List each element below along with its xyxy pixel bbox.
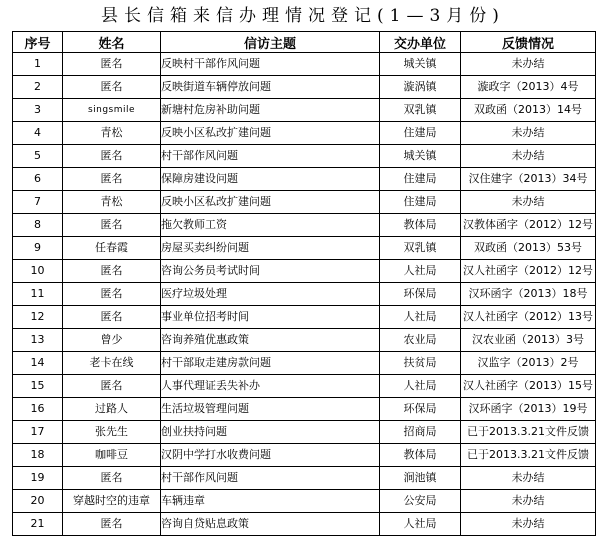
row-number: 9 — [13, 237, 63, 260]
table-row — [13, 76, 596, 99]
table-row — [13, 329, 596, 352]
feedback-status: 未办结 — [461, 490, 596, 513]
letter-topic: 反映小区私改扩建问题 — [161, 122, 380, 145]
sender-name: 匿名 — [63, 145, 161, 168]
sender-name: 匿名 — [63, 375, 161, 398]
row-number: 13 — [13, 329, 63, 352]
assigned-office: 城关镇 — [380, 145, 461, 168]
row-number: 8 — [13, 214, 63, 237]
assigned-office: 教体局 — [380, 444, 461, 467]
row-number: 4 — [13, 122, 63, 145]
letter-topic: 保障房建设问题 — [161, 168, 380, 191]
table-row — [13, 306, 596, 329]
column-header-topic: 信访主题 — [161, 32, 380, 53]
letters-table — [12, 31, 596, 536]
table-body — [13, 53, 596, 536]
table-row — [13, 375, 596, 398]
column-header-feedback: 反馈情况 — [461, 32, 596, 53]
sender-name: 匿名 — [63, 168, 161, 191]
sender-name: 青松 — [63, 191, 161, 214]
row-number: 18 — [13, 444, 63, 467]
letter-topic: 村干部作风问题 — [161, 467, 380, 490]
feedback-status: 未办结 — [461, 122, 596, 145]
column-header-name: 姓名 — [63, 32, 161, 53]
row-number: 10 — [13, 260, 63, 283]
letter-topic: 反映街道车辆停放问题 — [161, 76, 380, 99]
table-row — [13, 398, 596, 421]
sender-name: 匿名 — [63, 260, 161, 283]
sender-name: 匿名 — [63, 513, 161, 536]
row-number: 1 — [13, 53, 63, 76]
row-number: 14 — [13, 352, 63, 375]
letter-topic: 车辆违章 — [161, 490, 380, 513]
table-row — [13, 352, 596, 375]
feedback-status: 汉环函字（2013）18号 — [461, 283, 596, 306]
sender-name: singsmile — [63, 99, 161, 122]
row-number: 17 — [13, 421, 63, 444]
feedback-status: 已于2013.3.21文件反馈 — [461, 444, 596, 467]
sender-name: 匿名 — [63, 283, 161, 306]
row-number: 3 — [13, 99, 63, 122]
table-row — [13, 260, 596, 283]
feedback-status: 汉人社函字（2013）15号 — [461, 375, 596, 398]
assigned-office: 环保局 — [380, 398, 461, 421]
assigned-office: 扶贫局 — [380, 352, 461, 375]
feedback-status: 未办结 — [461, 191, 596, 214]
row-number: 21 — [13, 513, 63, 536]
table-row — [13, 444, 596, 467]
feedback-status: 汉人社函字（2012）12号 — [461, 260, 596, 283]
assigned-office: 招商局 — [380, 421, 461, 444]
letter-topic: 咨询自贷贴息政策 — [161, 513, 380, 536]
assigned-office: 住建局 — [380, 122, 461, 145]
assigned-office: 住建局 — [380, 168, 461, 191]
page-title: 县长信箱来信办理情况登记(1—3月份) — [101, 6, 505, 26]
table-row — [13, 283, 596, 306]
sender-name: 青松 — [63, 122, 161, 145]
assigned-office: 环保局 — [380, 283, 461, 306]
row-number: 11 — [13, 283, 63, 306]
feedback-status: 漩政字（2013）4号 — [461, 76, 596, 99]
letter-topic: 创业扶持问题 — [161, 421, 380, 444]
feedback-status: 汉人社函字（2012）13号 — [461, 306, 596, 329]
sender-name: 匿名 — [63, 53, 161, 76]
assigned-office: 漩涡镇 — [380, 76, 461, 99]
assigned-office: 双乳镇 — [380, 237, 461, 260]
letter-topic: 拖欠教师工资 — [161, 214, 380, 237]
letter-topic: 反映村干部作风问题 — [161, 53, 380, 76]
assigned-office: 人社局 — [380, 375, 461, 398]
table-row — [13, 237, 596, 260]
row-number: 16 — [13, 398, 63, 421]
letter-topic: 汉阴中学打水收费问题 — [161, 444, 380, 467]
letter-topic: 咨询养殖优惠政策 — [161, 329, 380, 352]
table-row — [13, 145, 596, 168]
row-number: 5 — [13, 145, 63, 168]
row-number: 20 — [13, 490, 63, 513]
sender-name: 张先生 — [63, 421, 161, 444]
letter-topic: 医疗垃圾处理 — [161, 283, 380, 306]
row-number: 2 — [13, 76, 63, 99]
assigned-office: 教体局 — [380, 214, 461, 237]
letter-topic: 村干部作风问题 — [161, 145, 380, 168]
feedback-status: 未办结 — [461, 513, 596, 536]
assigned-office: 双乳镇 — [380, 99, 461, 122]
letter-topic: 反映小区私改扩建问题 — [161, 191, 380, 214]
sender-name: 曾少 — [63, 329, 161, 352]
letter-topic: 生活垃圾管理问题 — [161, 398, 380, 421]
sender-name: 任春霞 — [63, 237, 161, 260]
letter-topic: 人事代理证丢失补办 — [161, 375, 380, 398]
sender-name: 咖啡豆 — [63, 444, 161, 467]
letter-topic: 新塘村危房补助问题 — [161, 99, 380, 122]
table-row — [13, 122, 596, 145]
table-row — [13, 467, 596, 490]
sender-name: 老卡在线 — [63, 352, 161, 375]
letter-topic: 咨询公务员考试时间 — [161, 260, 380, 283]
assigned-office: 公安局 — [380, 490, 461, 513]
feedback-status: 未办结 — [461, 145, 596, 168]
table-row — [13, 214, 596, 237]
table-row — [13, 53, 596, 76]
row-number: 19 — [13, 467, 63, 490]
column-header-office: 交办单位 — [380, 32, 461, 53]
sender-name: 匿名 — [63, 467, 161, 490]
sender-name: 过路人 — [63, 398, 161, 421]
column-header-no: 序号 — [13, 32, 63, 53]
assigned-office: 城关镇 — [380, 53, 461, 76]
table-header-row — [13, 32, 596, 53]
row-number: 7 — [13, 191, 63, 214]
table-row — [13, 421, 596, 444]
assigned-office: 人社局 — [380, 306, 461, 329]
table-row — [13, 168, 596, 191]
feedback-status: 未办结 — [461, 467, 596, 490]
letter-topic: 村干部取走建房款问题 — [161, 352, 380, 375]
table-row — [13, 513, 596, 536]
feedback-status: 未办结 — [461, 53, 596, 76]
assigned-office: 涧池镇 — [380, 467, 461, 490]
sender-name: 匿名 — [63, 214, 161, 237]
feedback-status: 双政函（2013）53号 — [461, 237, 596, 260]
feedback-status: 汉监字（2013）2号 — [461, 352, 596, 375]
table-row — [13, 490, 596, 513]
assigned-office: 人社局 — [380, 513, 461, 536]
letter-topic: 房屋买卖纠纷问题 — [161, 237, 380, 260]
feedback-status: 双政函（2013）14号 — [461, 99, 596, 122]
feedback-status: 已于2013.3.21文件反馈 — [461, 421, 596, 444]
sender-name: 匿名 — [63, 306, 161, 329]
assigned-office: 农业局 — [380, 329, 461, 352]
table-row — [13, 191, 596, 214]
row-number: 6 — [13, 168, 63, 191]
sender-name: 穿越时空的违章 — [63, 490, 161, 513]
row-number: 15 — [13, 375, 63, 398]
assigned-office: 住建局 — [380, 191, 461, 214]
feedback-status: 汉农业函（2013）3号 — [461, 329, 596, 352]
feedback-status: 汉教体函字（2012）12号 — [461, 214, 596, 237]
row-number: 12 — [13, 306, 63, 329]
letter-topic: 事业单位招考时间 — [161, 306, 380, 329]
feedback-status: 汉环函字（2013）19号 — [461, 398, 596, 421]
table-row — [13, 99, 596, 122]
feedback-status: 汉住建字（2013）34号 — [461, 168, 596, 191]
sender-name: 匿名 — [63, 76, 161, 99]
assigned-office: 人社局 — [380, 260, 461, 283]
